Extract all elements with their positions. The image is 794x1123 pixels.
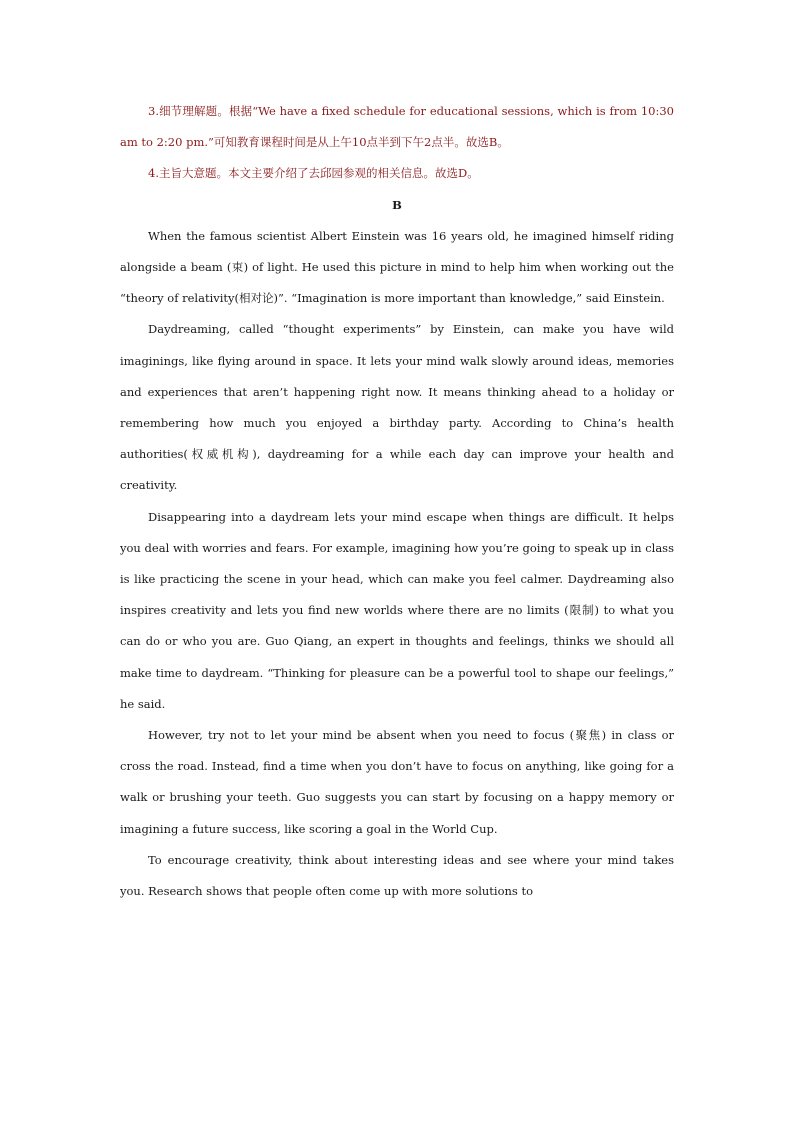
passage-paragraph-3: Disappearing into a daydream lets your mind escape when things are difficult. It helps you deal with worries and fears. For example, imagining how you’re going to speak up in class is like practicing the scene in your head, which can make you feel calmer. Daydreaming also inspires creativity and lets you find new worlds where there are no limits (限制) to what you can do or who you are. Guo Qiang, an expert in thoughts and feelings, thinks we should all make time to daydream. “Thinking for pleasure can be a powerful tool to shape our feelings,” he said. — [120, 509, 674, 711]
answer-explanation-3: 3.细节理解题。根据“We have a fixed schedule for educational sessions, which is from 10:30 am to 2:20 pm.”可知教育课程时间是从上午10点半到下午2点半。故选B。 — [120, 104, 674, 150]
passage-paragraph-5: To encourage creativity, think about interesting ideas and see where your mind takes you. Research shows that people often come up with more solutions to — [120, 852, 674, 899]
document-page — [120, 96, 674, 907]
passage-paragraph-1: When the famous scientist Albert Einstein was 16 years old, he imagined himself riding alongside a beam (束) of light. He used this picture in mind to help him when working out the “theory of relativity(相对论)”. “Imagination is more important than knowledge,” said Einstein. — [120, 228, 674, 306]
section-heading: B — [392, 197, 402, 212]
passage-paragraph-4: However, try not to let your mind be absent when you need to focus (聚焦) in class or cross the road. Instead, find a time when you don’t have to focus on anything, like going for a walk or brushing your teeth. Guo suggests you can start by focusing on a happy memory or imagining a future success, like scoring a goal in the World Cup. — [120, 728, 674, 836]
answer-explanation-4: 4.主旨大意题。本文主要介绍了去邱园参观的相关信息。故选D。 — [148, 166, 479, 181]
passage-paragraph-2: Daydreaming, called “thought experiments” by Einstein, can make you have wild imaginings, like flying around in space. It lets your mind walk slowly around ideas, memories and experiences that aren’t happening right now. It means thinking ahead to a holiday or remembering how much you enjoyed a birthday party. According to China’s health authorities(权威机构), daydreaming for a while each day can improve your health and creativity. — [120, 322, 674, 493]
